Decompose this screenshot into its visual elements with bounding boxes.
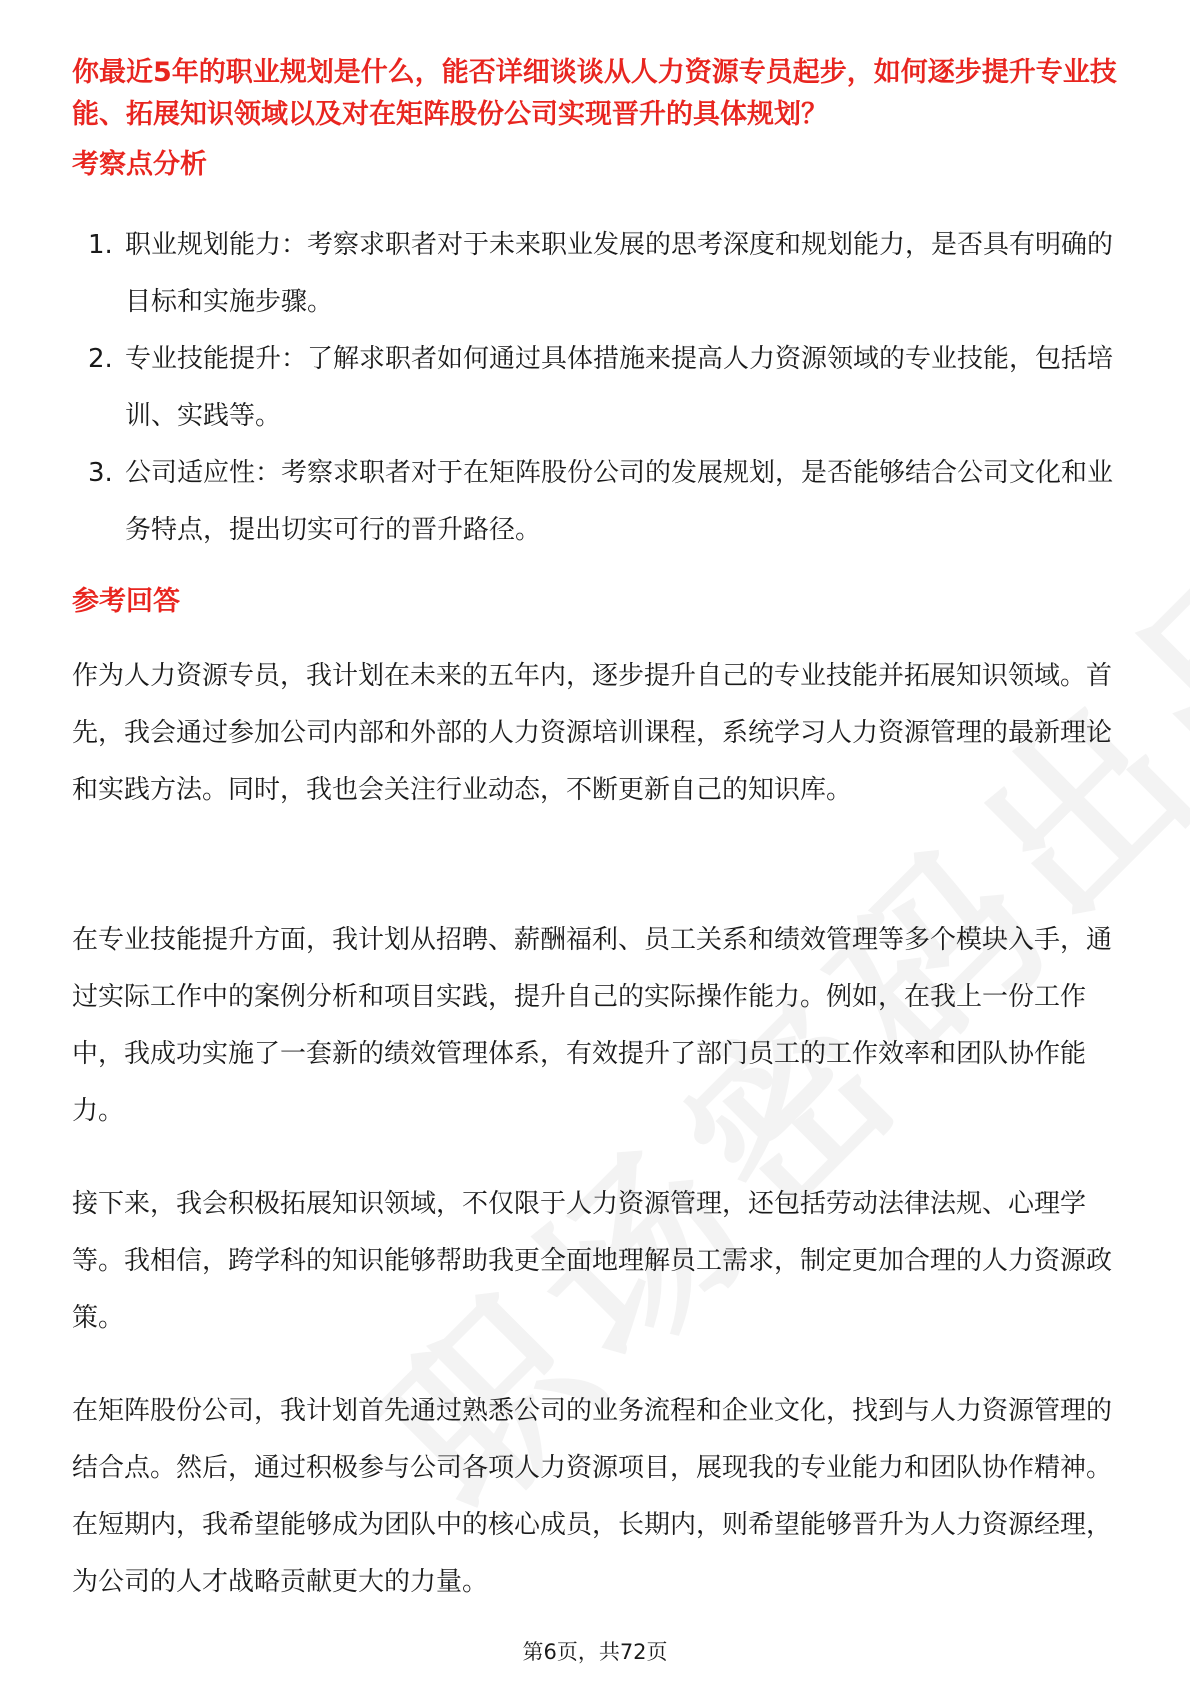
answer-title: 参考回答	[72, 586, 180, 617]
answer-paragraph: 在专业技能提升方面，我计划从招聘、薪酬福利、员工关系和绩效管理等多个模块入手，通过实际工作中的案例分析和项目实践，提升自己的实际操作能力。例如，在我上一份工作中，我成功实施了一套新的绩效管理体系，有效提升了部门员工的工作效率和团队协作能力。	[72, 925, 1113, 1126]
answer-paragraph: 在矩阵股份公司，我计划首先通过熟悉公司的业务流程和企业文化，找到与人力资源管理的结合点。然后，通过积极参与公司各项人力资源项目，展现我的专业能力和团队协作精神。在短期内，我希望能够成为团队中的核心成员，长期内，则希望能够晋升为人力资源经理，为公司的人才战略贡献更大的力量。	[72, 1396, 1113, 1597]
answer-paragraph: 接下来，我会积极拓展知识领域，不仅限于人力资源管理，还包括劳动法律法规、心理学等。我相信，跨学科的知识能够帮助我更全面地理解员工需求，制定更加合理的人力资源政策。	[72, 1189, 1113, 1333]
list-text: 公司适应性：考察求职者对于在矩阵股份公司的发展规划，是否能够结合公司文化和业务特点，提出切实可行的晋升路径。	[125, 458, 1114, 545]
list-number: 3.	[88, 458, 113, 488]
list-number: 2.	[88, 344, 113, 374]
list-number: 1.	[88, 230, 113, 260]
analysis-title: 考察点分析	[72, 149, 207, 180]
list-item	[72, 217, 1122, 331]
list-text: 专业技能提升：了解求职者如何通过具体措施来提高人力资源领域的专业技能，包括培训、实践等。	[125, 344, 1114, 431]
page-number: 第6页，共72页	[522, 1640, 668, 1664]
analysis-list	[72, 217, 1122, 559]
list-item	[72, 445, 1122, 559]
list-text: 职业规划能力：考察求职者对于未来职业发展的思考深度和规划能力，是否具有明确的目标和实施步骤。	[125, 230, 1114, 317]
interview-question: 你最近5年的职业规划是什么，能否详细谈谈从人力资源专员起步，如何逐步提升专业技能、拓展知识领域以及对在矩阵股份公司实现晋升的具体规划？	[72, 57, 1117, 130]
answer-paragraph: 作为人力资源专员，我计划在未来的五年内，逐步提升自己的专业技能并拓展知识领域。首先，我会通过参加公司内部和外部的人力资源培训课程，系统学习人力资源管理的最新理论和实践方法。同时，我也会关注行业动态，不断更新自己的知识库。	[72, 661, 1113, 805]
list-item	[72, 331, 1122, 445]
